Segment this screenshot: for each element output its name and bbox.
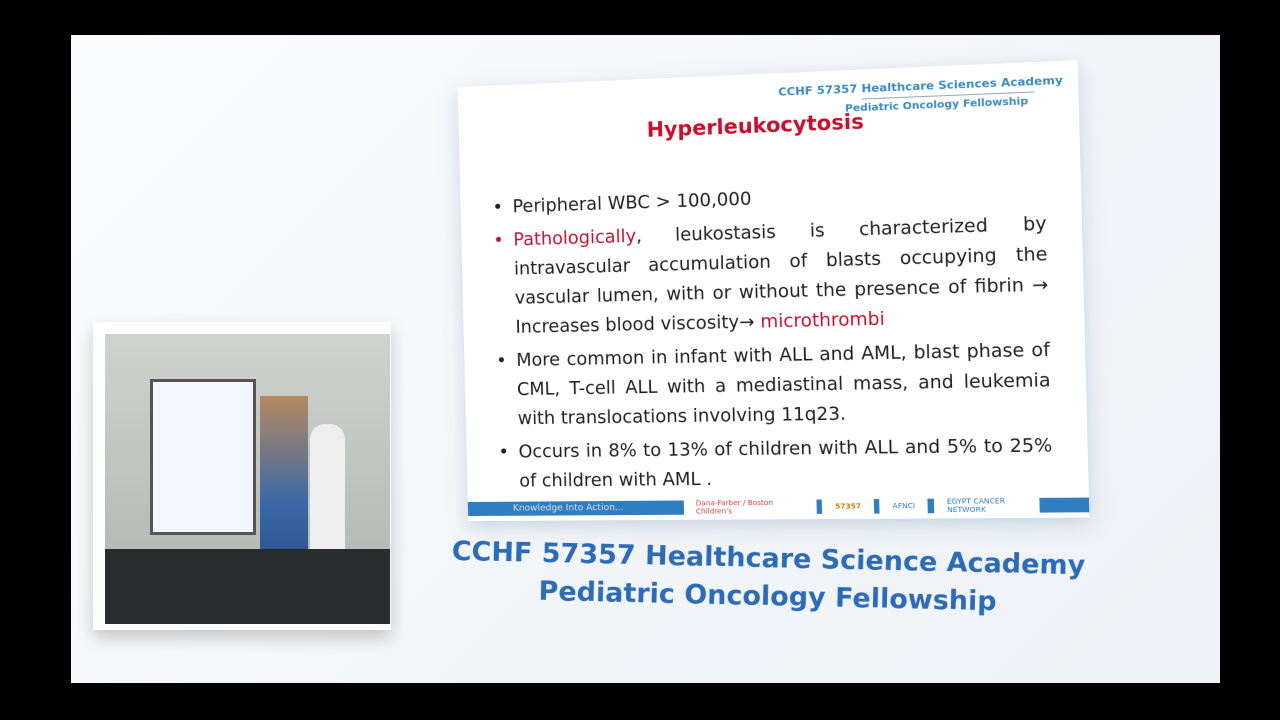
classroom-photo [93, 322, 391, 630]
photo-image [105, 334, 390, 624]
bullet-text: More common in infant with ALL and AML, blast phase of CML, T-cell ALL with a mediastinal mass, and leukemia with translocations involving 11q23. [516, 340, 1051, 430]
divider [874, 499, 880, 514]
bullet-item [494, 336, 1052, 435]
bullet-text: Occurs in 8% to 13% of children with ALL and 5% to 25% of children with AML . [518, 435, 1053, 492]
conference-table [105, 549, 390, 624]
footer-bar [1040, 498, 1090, 513]
bullet-item [496, 432, 1053, 497]
logo-57357: 57357 [835, 502, 862, 511]
logo-egypt-cancer-network: EGYPT CANCER NETWORK [946, 497, 1006, 515]
slide-footer [468, 492, 1090, 521]
bullet-highlight: microthrombi [760, 309, 885, 333]
slide-header-fellowship: Pediatric Oncology Fellowship [844, 95, 1029, 115]
caption [392, 532, 1144, 625]
presentation-slide [458, 60, 1090, 521]
bullet-text: Peripheral WBC > 100,000 [512, 189, 752, 218]
bullet-text: , leukostasis is characterized by intravascular accumulation of blasts occupying the vascular lumen, with or without the presence of fibrin → Increases blood viscosity→ [513, 213, 1049, 338]
divider [928, 499, 934, 514]
slide-title: Hyperleukocytosis [646, 108, 865, 142]
divider [816, 499, 822, 513]
slide-header-academy: CCHF 57357 Healthcare Sciences Academy [777, 73, 1063, 99]
logo-afnci: AFNCI [892, 501, 916, 511]
logo-dana-farber: Dana-Farber / Boston Children's [695, 498, 774, 516]
bullet-list [490, 175, 1053, 501]
video-frame [71, 35, 1220, 683]
footer-tagline: Knowledge Into Action... [468, 500, 684, 516]
bullet-item [491, 210, 1049, 344]
caption-line-2: Pediatric Oncology Fellowship [538, 575, 997, 618]
caption-line-1: CCHF 57357 Healthcare Science Academy [451, 535, 1086, 582]
projector-screen [150, 379, 256, 535]
bullet-highlight: Pathologically [513, 226, 637, 251]
